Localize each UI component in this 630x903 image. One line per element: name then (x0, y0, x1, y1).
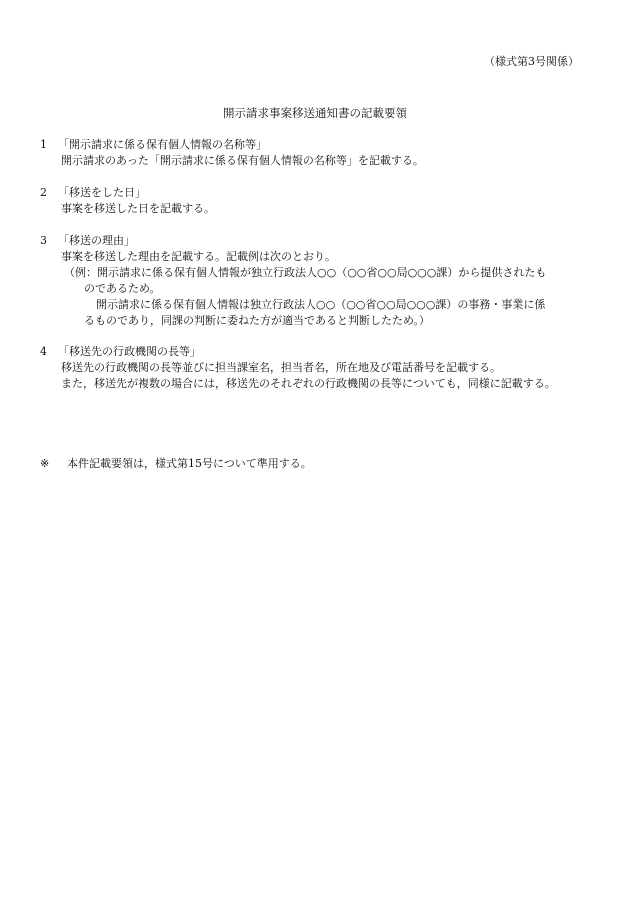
section-text-line: また，移送先が複数の場合には，移送先のそれぞれの行政機関の長等についても，同様に記載する。 (61, 377, 556, 390)
document-title: 開示請求事案移送通知書の記載要領 (223, 106, 407, 120)
section-number: 2 (40, 186, 47, 199)
section-number: 3 (40, 234, 47, 247)
example-text-line: 開示請求に係る保有個人情報は独立行政法人○○（○○省○○局○○○課）の事務・事業に係 (96, 298, 546, 311)
section-text-line: 事案を移送した理由を記載する。記載例は次のとおり。 (61, 250, 336, 263)
example-text-line: るものであり，同課の判断に委ねた方が適当であると判断したため。） (84, 314, 431, 327)
note-mark: ※ (40, 457, 50, 470)
note-text: 本件記載要領は，様式第15号について準用する。 (67, 457, 312, 470)
section-text-line: 開示請求のあった「開示請求に係る保有個人情報の名称等」を記載する。 (61, 154, 424, 167)
example-text-line: のであるため。 (84, 282, 161, 295)
form-reference: （様式第3号関係） (484, 55, 579, 68)
section-number: 1 (40, 138, 47, 151)
section-heading: 「移送の理由」 (58, 234, 135, 247)
section-text-line: 事案を移送した日を記載する。 (61, 202, 215, 215)
section-text-line: 移送先の行政機関の長等並びに担当課室名，担当者名，所在地及び電話番号を記載する。 (61, 361, 501, 374)
example-text-line: （例：開示請求に係る保有個人情報が独立行政法人○○（○○省○○局○○○課）から提供されたも (64, 266, 547, 279)
section-number: 4 (40, 345, 47, 358)
section-heading: 「開示請求に係る保有個人情報の名称等」 (58, 138, 267, 151)
section-heading: 「移送をした日」 (58, 186, 146, 199)
section-heading: 「移送先の行政機関の長等」 (58, 345, 201, 358)
